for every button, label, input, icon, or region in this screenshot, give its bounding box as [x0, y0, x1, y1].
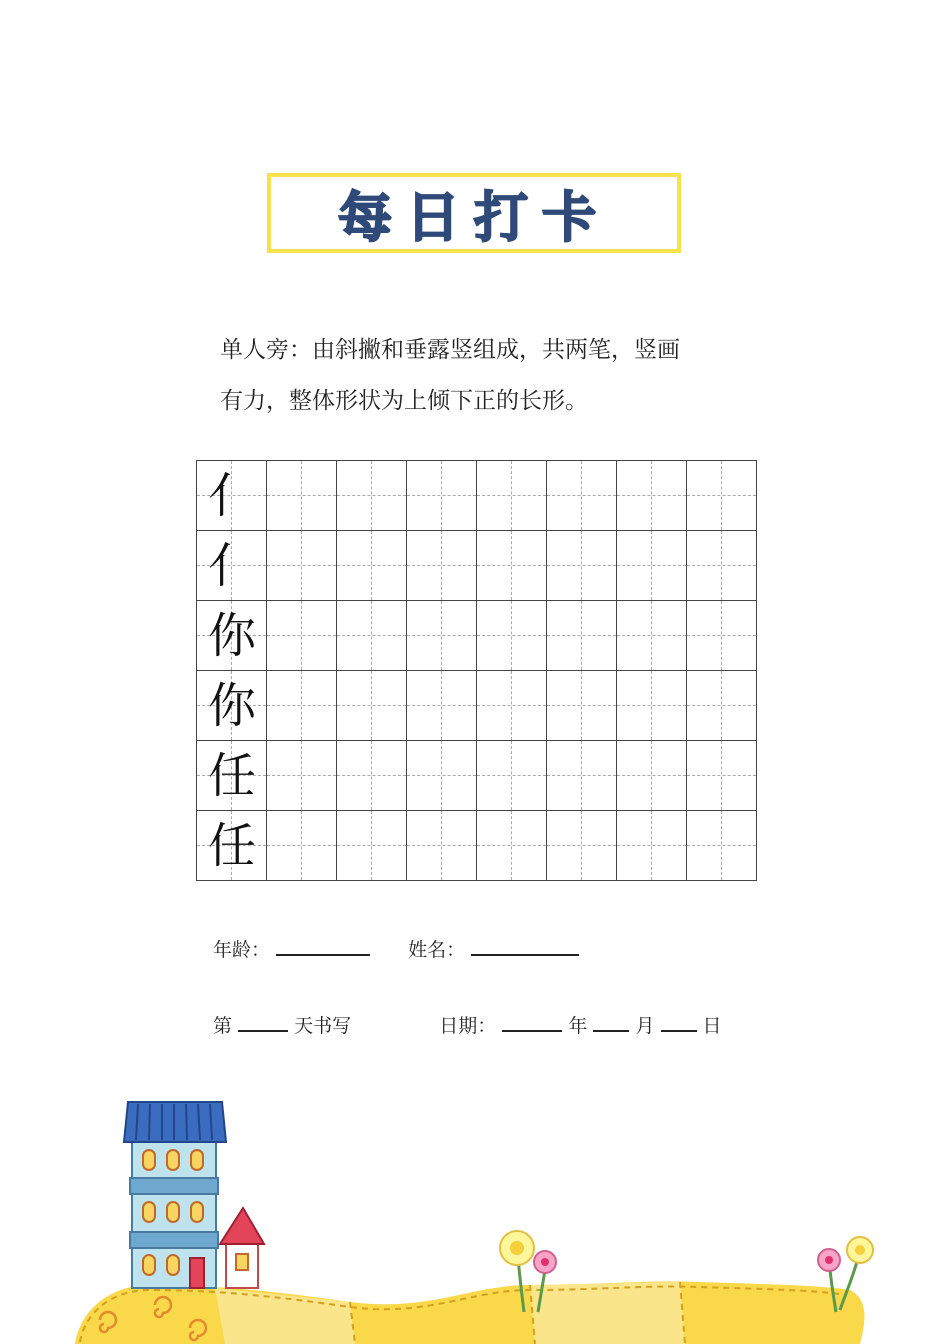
age-name-row [213, 935, 579, 962]
practice-cell[interactable] [477, 531, 547, 601]
day-date-row [213, 1011, 722, 1038]
practice-cell[interactable] [337, 461, 407, 531]
practice-cell[interactable] [687, 741, 757, 811]
date-day-field[interactable] [661, 1012, 697, 1032]
hill-patch-light-2 [530, 1282, 685, 1344]
practice-cell[interactable] [337, 741, 407, 811]
tall-house-icon [124, 1102, 226, 1288]
example-character: 亻 [207, 538, 256, 594]
description-line-2: 有力，整体形状为上倾下正的长形。 [220, 388, 588, 414]
age-label: 年龄： [213, 939, 271, 961]
age-field[interactable] [276, 936, 370, 956]
practice-cell[interactable] [407, 461, 477, 531]
practice-cell[interactable] [337, 531, 407, 601]
practice-cell[interactable] [547, 741, 617, 811]
example-character: 任 [207, 748, 256, 804]
year-label: 年 [568, 1015, 588, 1037]
practice-cell[interactable] [547, 601, 617, 671]
day-suffix: 天书写 [294, 1015, 352, 1037]
example-cell [197, 531, 267, 601]
practice-cell[interactable] [617, 741, 687, 811]
month-field[interactable] [593, 1012, 629, 1032]
small-house-icon [220, 1208, 264, 1288]
practice-cell[interactable] [617, 601, 687, 671]
practice-cell[interactable] [687, 461, 757, 531]
practice-cell[interactable] [547, 461, 617, 531]
practice-cell[interactable] [617, 671, 687, 741]
practice-cell[interactable] [547, 811, 617, 881]
practice-cell[interactable] [687, 531, 757, 601]
practice-cell[interactable] [547, 671, 617, 741]
practice-cell[interactable] [267, 741, 337, 811]
practice-cell[interactable] [687, 601, 757, 671]
practice-cell[interactable] [687, 811, 757, 881]
practice-cell[interactable] [267, 461, 337, 531]
practice-cell[interactable] [477, 741, 547, 811]
description-line-1: 单人旁：由斜撇和垂露竖组成，共两笔，竖画 [220, 337, 680, 363]
page-title: 每日打卡 [338, 185, 610, 249]
example-character: 你 [207, 608, 256, 664]
day-count-field[interactable] [238, 1012, 288, 1032]
practice-cell[interactable] [267, 601, 337, 671]
practice-cell[interactable] [407, 811, 477, 881]
example-cell [197, 601, 267, 671]
example-cell [197, 811, 267, 881]
practice-cell[interactable] [687, 671, 757, 741]
date-label: 日期： [439, 1015, 497, 1037]
practice-cell[interactable] [547, 531, 617, 601]
example-cell [197, 461, 267, 531]
day-prefix: 第 [213, 1015, 233, 1037]
example-character: 亻 [207, 468, 256, 524]
example-cell [197, 741, 267, 811]
practice-cell[interactable] [617, 461, 687, 531]
example-character: 你 [207, 678, 256, 734]
practice-cell[interactable] [267, 531, 337, 601]
practice-cell[interactable] [477, 461, 547, 531]
yellow-hill [75, 1282, 864, 1344]
practice-cell[interactable] [407, 601, 477, 671]
practice-cell[interactable] [477, 811, 547, 881]
practice-cell[interactable] [337, 671, 407, 741]
year-field[interactable] [502, 1012, 562, 1032]
name-field[interactable] [471, 936, 579, 956]
name-label: 姓名： [408, 939, 466, 961]
title-box [267, 173, 681, 253]
practice-cell[interactable] [407, 741, 477, 811]
description [220, 325, 740, 427]
bottom-decoration [0, 1080, 950, 1344]
example-character: 任 [207, 818, 256, 874]
practice-cell[interactable] [267, 811, 337, 881]
practice-cell[interactable] [337, 811, 407, 881]
hill-patch-light [215, 1288, 355, 1344]
practice-cell[interactable] [617, 531, 687, 601]
practice-cell[interactable] [407, 531, 477, 601]
practice-cell[interactable] [337, 601, 407, 671]
practice-cell[interactable] [407, 671, 477, 741]
example-cell [197, 671, 267, 741]
practice-cell[interactable] [477, 671, 547, 741]
practice-cell[interactable] [617, 811, 687, 881]
month-label: 月 [635, 1015, 655, 1037]
practice-cell[interactable] [267, 671, 337, 741]
day-label: 日 [702, 1015, 722, 1037]
practice-grid [196, 460, 757, 881]
practice-cell[interactable] [477, 601, 547, 671]
